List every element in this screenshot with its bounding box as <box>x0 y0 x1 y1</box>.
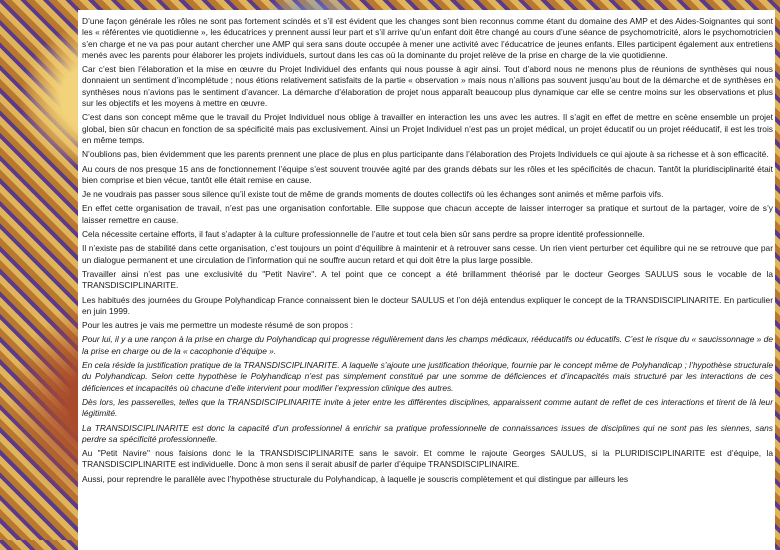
document-page <box>78 10 775 550</box>
paragraph-17: Au "Petit Navire" nous faisions donc le la TRANSDISCIPLINARITE sans le savoir. Et comme le rajoute Georges SAULUS, si la PLURIDISCIPLINARITE est d’équipe, la TRANSDISCIPLINARITE est individuelle. Donc à mon sens il serait abusif de parler d’équipe TRANSDISCIPLINAIRE. <box>82 448 773 470</box>
paragraph-15-italic: Dès lors, les passerelles, telles que la TRANSDISCIPLINARITE invite à jeter entre les différentes disciplines, apparaissent comme autant de reflet de ces interactions et tirent de là leur légitimité. <box>82 396 773 419</box>
paragraph-9: Il n’existe pas de stabilité dans cette organisation, c’est toujours un point d’équilibre à maintenir et à retrouver sans cesse. Un rien vient perturber cet équilibre qui ne se retrouve que par un dialogue permanent et une circulation de l’information qui ne souffre aucun retard et qui doit être la plus large possible. <box>82 243 773 265</box>
paragraph-1: D’une façon générale les rôles ne sont pas fortement scindés et s’il est évident que les changes sont bien reconnus comme étant du domaine des AMP et des Aides-Soignantes qui sont les « référentes vie quotidienne », les éducatrices y prennent aussi leur part et s’il arrive qu’un enfant doit être changé au cours d’une séance de psychomotricité, alors le psychomotricien s’en charge et ne va pas pour autant chercher une AMP qui sera sans doute occupée à mener une activité avec l’éducatrice de jeunes enfants. Elles participent également aux entretiens menés avec les parents pour élaborer les projets individuels, surtout dans les cas où la dominante du projet relève de la prise en charge de la vie quotidienne. <box>82 16 773 60</box>
paragraph-3: C’est dans son concept même que le travail du Projet Individuel nous oblige à travailler en interaction les uns avec les autres. Il s’agit en effet de mettre en scène ensemble un projet global, bien sûr chacun en fonction de sa spécificité mais pas exclusivement. Ainsi un Projet Individuel n’est pas un projet médical, un projet éducatif ou un projet rééducatif, il est les trois en même temps. <box>82 112 773 145</box>
paragraph-12: Pour les autres je vais me permettre un modeste résumé de son propos : <box>82 320 353 331</box>
paragraph-6: Je ne voudrais pas passer sous silence qu’il existe tout de même de grands moments de doutes collectifs où les échanges sont animés et même parfois vifs. <box>82 189 664 200</box>
paragraph-8: Cela nécessite certaine efforts, il faut s’adapter à la culture professionnelle de l’autre et tout cela bien sûr sans perdre sa propre identité professionnelle. <box>82 229 645 240</box>
paragraph-13-italic: Pour lui, il y a une rançon à la prise en charge du Polyhandicap qui progresse régulièrement dans les champs médicaux, rééducatifs ou éducatifs. C’est le risque du « saucissonnage » de la prise en charge ou de la « cacophonie d’équipe ». <box>82 334 773 356</box>
paragraph-18: Aussi, pour reprendre le parallèle avec l’hypothèse structurale du Polyhandicap, à laquelle je souscris complètement et qui distingue par ailleurs les <box>82 473 629 484</box>
paragraph-10: Travailler ainsi n’est pas une exclusivité du "Petit Navire". A tel point que ce concept a été brillamment théorisé par le docteur Georges SAULUS sous le vocable de la TRANSDISCIPLINARITE. <box>82 268 773 291</box>
paragraph-5: Au cours de nos presque 15 ans de fonctionnement l’équipe s’est souvent trouvée agité par des grands débats sur les rôles et les spécificités de chacun. Tantôt la pluridisciplinarité était bien comprise et bien vécue, tantôt elle était remise en cause. <box>82 163 773 185</box>
paragraph-11: Les habitués des journées du Groupe Polyhandicap France connaissent bien le docteur SAULUS et l’on déjà entendus expliquer le concept de la TRANSDISCIPLINARITE. En particulier en juin 1999. <box>82 294 773 316</box>
paragraph-4: N’oublions pas, bien évidemment que les parents prennent une place de plus en plus participante dans l’élaboration des Projets Individuels ce qui ajoute à sa richesse et à son efficacité. <box>82 149 769 160</box>
paragraph-2: Car c’est bien l’élaboration et la mise en œuvre du Projet Individuel des enfants qui nous pousse à agir ainsi. Tout d’abord nous ne menons plus de réunions de synthèses qui nous donnaient un sentiment d’incomplétude ; nous étions relativement satisfaits de la partie « observation » mais nous n’allions pas souvent jusqu’au bout de la démarche et de synthèses en synthèses nous n’avions pas le sentiment d’avancer. La démarche d’élaboration de projet nous apparaît beaucoup plus dynamique car elle se centre moins sur les observations et plus sur les objectifs et les moyens à mettre en œuvre. <box>82 64 773 109</box>
paragraph-16-italic: La TRANSDISCIPLINARITE est donc la capacité d’un professionnel à enrichir sa pratique professionnelle de connaissances issues de disciplines qui ne sont pas les siennes, sans perdre sa spécificité professionnelle. <box>82 422 773 444</box>
paragraph-14-italic: En cela réside la justification pratique de la TRANSDISCIPLINARITE. A laquelle s’ajoute une justification théorique, fournie par le concept même de Polyhandicap ; l’hypothèse structurale du Polyhandicap. Selon cette hypothèse le Polyhandicap n’est pas simplement constitué par une somme de déficiences et d’incapacités mais structuré par les interactions de ces déficiences et incapacités où chacune d’elle intervient pour modifier l’expression clinique des autres. <box>82 360 773 393</box>
paragraph-7: En effet cette organisation de travail, n’est pas une organisation confortable. Elle suppose que chacun accepte de laisser interroger sa pratique et surtout de la partager, voire de s’y laisser remettre en cause. <box>82 203 773 225</box>
